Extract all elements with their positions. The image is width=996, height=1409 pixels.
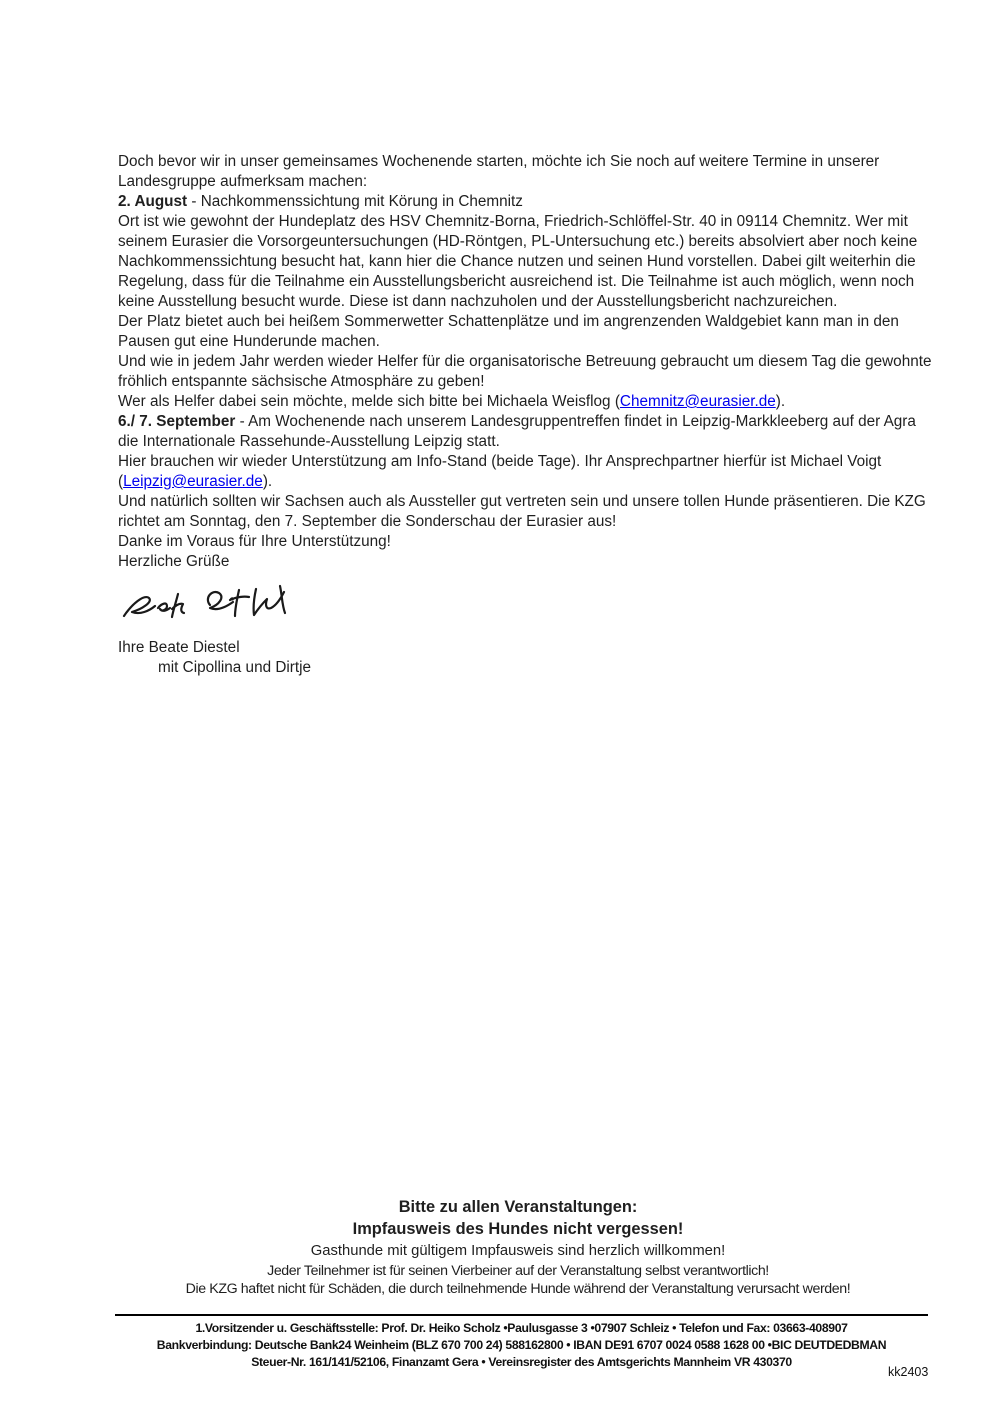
august-date: 2. August bbox=[118, 193, 188, 210]
notice-title-1: Bitte zu allen Veranstaltungen: bbox=[398, 1198, 638, 1216]
august-paragraph-1: Ort ist wie gewohnt der Hundeplatz des HSV Chemnitz-Borna, Friedrich-Schlöffel-Str. 40 in 09114 Chemnitz. Wer mit seinem Eurasier die Vorsorgeuntersuchungen (HD-Röntgen, PL-Untersuchung etc.) bereits absolviert aber noch keine Nachkommenssichtung besucht hat, kann hier die Chance nutzen und seinen Hund vorstellen. Dabei gilt weiterhin die Regelung, dass für die Teilnahme ein Ausstellungsbericht ausreichend ist. Die Teilnahme ist auch möglich, wenn noch keine Ausstellung besucht wurde. Diese ist dann nachzuholen und der Ausstellungsbericht nachzureichen. bbox=[118, 213, 918, 310]
intro-paragraph: Doch bevor wir in unser gemeinsames Wochenende starten, möchte ich Sie noch auf weitere Termine in unserer Landesgruppe aufmerksam machen: bbox=[118, 153, 880, 190]
signature-dogs: mit Cipollina und Dirtje bbox=[158, 659, 312, 676]
handwritten-signature-icon bbox=[118, 578, 308, 636]
document-code: kk2403 bbox=[888, 1365, 929, 1379]
notice-line-responsibility: Jeder Teilnehmer ist für seinen Vierbeiner auf der Veranstaltung selbst verantwortlich! bbox=[267, 1263, 769, 1279]
september-text: Hier brauchen wir wieder Unterstützung am Info-Stand (beide Tage). Ihr Ansprechpartner hierfür ist Michael Voigt ( bbox=[118, 453, 882, 490]
closing-line: Herzliche Grüße bbox=[118, 553, 230, 570]
footer-block bbox=[108, 1320, 935, 1370]
vaccination-notice bbox=[88, 1196, 948, 1298]
leipzig-email-link[interactable]: Leipzig@eurasier.de bbox=[123, 473, 263, 490]
september-paragraph-2: Und natürlich sollten wir Sachsen auch als Aussteller gut vertreten sein und unsere tollen Hunde präsentieren. Die KZG richtet am Sonntag, den 7. September die Sonderschau der Eurasier aus! bbox=[118, 493, 926, 530]
footer-divider bbox=[115, 1314, 928, 1316]
footer-line-bank: Bankverbindung: Deutsche Bank24 Weinheim (BLZ 670 700 24) 588162800 • IBAN DE91 6707 0024 0588 1628 00 •BIC DEUTDEDBMAN bbox=[156, 1337, 887, 1352]
september-title: - Am Wochenende nach unserem Landesgruppentreffen findet in Leipzig-Markkleeberg auf der Agra die Internationale Rassehunde-Ausstellung Leipzig statt. bbox=[118, 413, 916, 450]
august-helper-line bbox=[118, 392, 939, 412]
august-paragraph-2: Der Platz bietet auch bei heißem Sommerwetter Schattenplätze und im angrenzenden Waldgebiet kann man in den Pausen gut eine Hunderunde machen. bbox=[118, 313, 899, 350]
thanks-line: Danke im Voraus für Ihre Unterstützung! bbox=[118, 533, 391, 550]
august-title: - Nachkommenssichtung mit Körung in Chemnitz bbox=[187, 193, 523, 210]
signature-name: Ihre Beate Diestel bbox=[118, 639, 240, 656]
letter-body bbox=[118, 152, 939, 678]
september-paragraph-1 bbox=[118, 452, 939, 492]
august-paragraph-3: Und wie in jedem Jahr werden wieder Helfer für die organisatorische Betreuung gebraucht um diesem Tag die gewohnte fröhlich entspannte sächsische Atmosphäre zu geben! bbox=[118, 353, 932, 390]
september-date: 6./ 7. September bbox=[118, 413, 236, 430]
notice-title-2: Impfausweis des Hundes nicht vergessen! bbox=[352, 1220, 684, 1238]
september-text-end: ). bbox=[262, 473, 273, 490]
august-heading bbox=[118, 192, 939, 212]
signature-image bbox=[118, 578, 939, 638]
footer-line-chairman: 1.Vorsitzender u. Geschäftsstelle: Prof. Dr. Heiko Scholz •Paulusgasse 3 •07907 Schleiz • Telefon und Fax: 03663-408907 bbox=[195, 1321, 848, 1335]
chemnitz-email-link[interactable]: Chemnitz@eurasier.de bbox=[619, 393, 776, 410]
notice-line-guests: Gasthunde mit gültigem Impfausweis sind herzlich willkommen! bbox=[310, 1243, 726, 1259]
helper-text: Wer als Helfer dabei sein möchte, melde sich bitte bei Michaela Weisflog ( bbox=[118, 393, 620, 410]
helper-text-end: ). bbox=[775, 393, 786, 410]
notice-line-liability: Die KZG haftet nicht für Schäden, die durch teilnehmende Hunde während der Veranstaltung verursacht werden! bbox=[185, 1280, 851, 1297]
september-heading bbox=[118, 412, 939, 452]
footer-line-tax: Steuer-Nr. 161/141/52106, Finanzamt Gera • Vereinsregister des Amtsgerichts Mannheim VR 430370 bbox=[251, 1354, 792, 1369]
